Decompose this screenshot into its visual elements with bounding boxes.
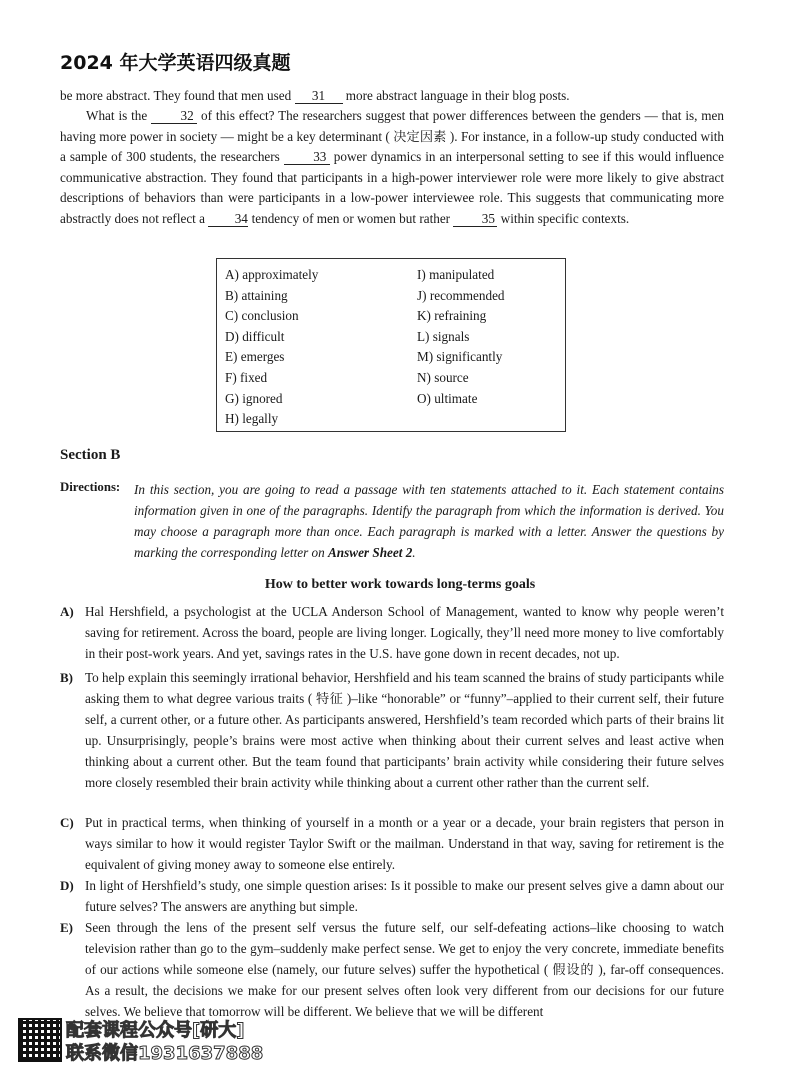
passage-text: What is the: [86, 108, 148, 123]
option-c: C) conclusion: [225, 308, 299, 324]
watermark-line-2: 联系微信1931637888: [66, 1043, 264, 1064]
passage-text: within specific contexts.: [500, 210, 630, 226]
paragraph-text: Seen through the lens of the present self versus the future self, our self-defeating actions–like choosing to watch television rather than go to the gym–suddenly make perfect sense. We get to enjoy the very concrete, immediate benefits of our actions while someone else (namely, our future selves) suffer the hypothetical ( 假设的 ), far-off consequences. As a result, the decisions we make for our present selves often look very different from our decisions for our future selves. We believe that tomorrow will be different. We believe that we will be different: [85, 920, 724, 1019]
blank-35: 35: [453, 212, 497, 227]
passage-text: be more abstract. They found that men used: [60, 88, 292, 103]
word-bank-box: [216, 258, 566, 432]
passage-paragraph-2: [60, 106, 724, 230]
passage-text: power dynamics in an interpersonal setting to see if this would influence communicative abstraction. They found that participants in a high-power interviewer role were more likely to give abstract descriptions of behaviors than were participants in a low-power interviewee role. This suggests that communicating more abstractly does not reflect a: [60, 149, 724, 226]
option-h: H) legally: [225, 411, 279, 427]
passage-text: more abstract language in their blog posts.: [345, 88, 570, 103]
paragraph-letter: B): [60, 670, 73, 685]
option-n: N) source: [417, 369, 469, 385]
paragraph-b: [60, 667, 724, 793]
option-k: K) refraining: [417, 308, 487, 324]
blank-31: 31: [295, 89, 343, 104]
option-j: J) recommended: [417, 287, 505, 303]
watermark-banner: [18, 1018, 308, 1068]
paragraph-text: In light of Hershfield’s study, one simple question arises: Is it possible to make our present selves give a damn about our future selves? The answers are anything but simple.: [85, 878, 724, 914]
option-o: O) ultimate: [417, 390, 478, 406]
section-b-heading: Section B: [60, 447, 121, 463]
passage-text: tendency of men or women but rather: [251, 210, 451, 226]
paragraph-text: Hal Hershfield, a psychologist at the UCLA Anderson School of Management, wanted to know why people weren’t saving for retirement. Across the board, people are living longer. Logically, they’ll need more money to live comfortably in their post-work years. And yet, savings rates in the U.S. have gone down in recent decades, not up.: [85, 604, 724, 661]
blank-33: 33: [284, 150, 330, 165]
option-e: E) emerges: [225, 349, 285, 365]
article-title: How to better work towards long-terms goals: [264, 577, 536, 592]
passage-line-1: [60, 86, 724, 107]
paragraph-a: [60, 601, 724, 664]
word-bank-right-column: [417, 265, 505, 409]
page-header: 2024 年大学英语四级真题: [60, 52, 291, 74]
directions-period: .: [412, 545, 416, 560]
option-d: D) difficult: [225, 328, 285, 344]
paragraph-text: Put in practical terms, when thinking of yourself in a month or a year or a decade, your brain registers that person in ways similar to how it would register Taylor Swift or the mailman. Understand in that way, saving for retirement is the equivalent of giving money away to someone else entirely.: [85, 815, 724, 872]
option-l: L) signals: [417, 328, 470, 344]
option-b: B) attaining: [225, 287, 288, 303]
paragraph-letter: E): [60, 920, 73, 935]
paragraph-d: [60, 875, 724, 917]
answer-sheet-ref: Answer Sheet 2: [328, 545, 413, 560]
passage-text: of this effect? The researchers suggest that power differences between the genders — that is, men having more power in society — might be a key determinant ( 决定因素 ). For instance, in a follow-up study conducted with a sample of 300 students, the researchers: [60, 108, 725, 165]
paragraph-c: [60, 812, 724, 875]
watermark-line-1: 配套课程公众号[研大]: [66, 1020, 245, 1041]
option-a: A) approximately: [225, 267, 319, 282]
word-bank-left-column: [225, 265, 318, 430]
option-f: F) fixed: [225, 369, 268, 385]
paragraph-letter: C): [60, 815, 74, 830]
directions-body: In this section, you are going to read a passage with ten statements attached to it. Each statement contains information given in one of the paragraphs. Identify the paragraph from which the information is derived. You may choose a paragraph more than once. Each paragraph is marked with a letter. Answer the questions by marking the corresponding letter on: [134, 482, 724, 560]
option-i: I) manipulated: [417, 267, 495, 282]
blank-34: 34: [208, 212, 248, 227]
directions-label: Directions:: [60, 480, 121, 494]
paragraph-e: [60, 917, 724, 1022]
option-m: M) significantly: [417, 349, 503, 365]
paragraph-letter: A): [60, 604, 74, 619]
option-g: G) ignored: [225, 390, 283, 406]
paragraph-text: To help explain this seemingly irrational behavior, Hershfield and his team scanned the brains of study participants while asking them to what degree various traits ( 特征 )–like “honorable” or “funny”–applied to their current self, their future self, a current other, or a future other. As participants answered, Hershfield’s team recorded which parts of their brains lit up. Unsurprisingly, people’s brains were most active when thinking about their current selves and least active when thinking about a current other. But the team found that participants’ brain activity while considering their future selves more closely resembled their brain activity while thinking about a current other rather than the current self.: [85, 670, 724, 790]
paragraph-letter: D): [60, 878, 74, 893]
blank-32: 32: [151, 109, 197, 124]
qr-code-icon: [18, 1018, 62, 1062]
directions-text: [134, 479, 724, 563]
